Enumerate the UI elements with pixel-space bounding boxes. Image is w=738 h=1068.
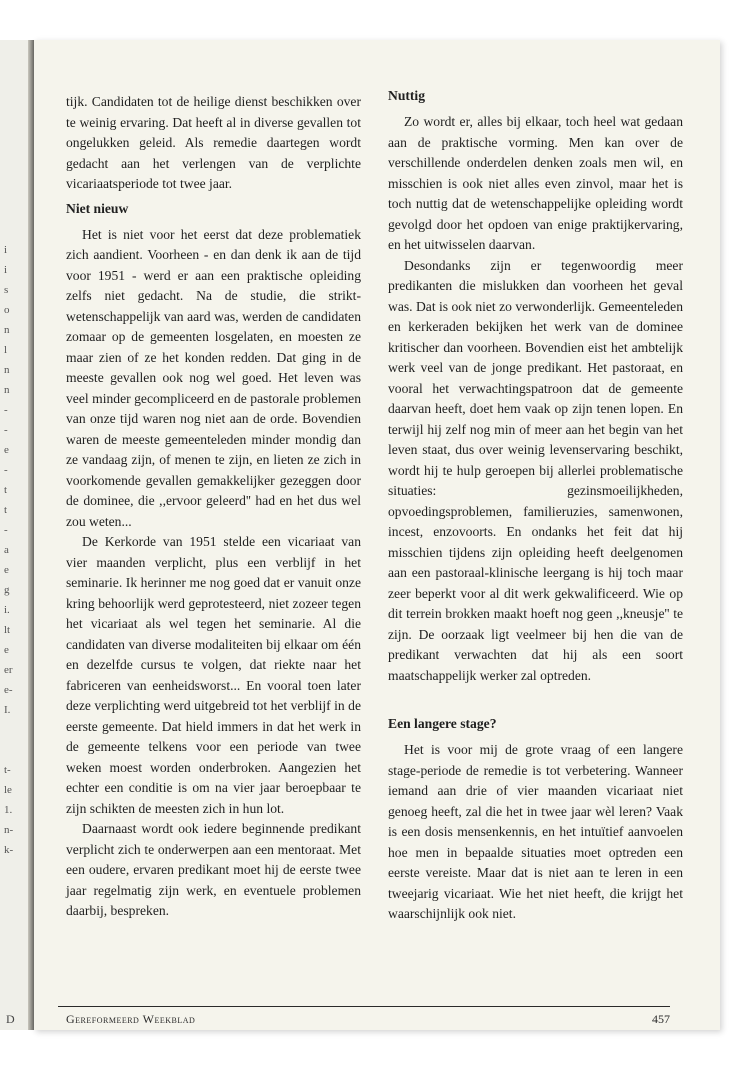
- margin-fragment: s: [4, 284, 9, 296]
- margin-fragment: n: [4, 384, 10, 396]
- paragraph: Desondanks zijn er tegenwoordig meer predikanten die mislukken dan voorheen het geval was. Dat is ook niet zo verwonderlijk. Gemeenteleden en kerkeraden bekijken het werk van de dominee kritischer dan voorheen. Bovendien eist het ambtelijk werk veel van de jonge predikant. Het pastoraat, en vooral het verwachtingspatroon dat de gemeente daarvan heeft, doet hem vaak op zijn tenen lopen. En terwijl hij zelf nog min of meer aan het begin van het leven staat, dus over weinig levenservaring beschikt, wordt hij te hulp geroepen bij allerlei problematische situaties: gezinsmoeilijkheden, opvoedingsproblemen, familieruzies, samenwonen, incest, enzovoorts. En ondanks het feit dat hij misschien tijdens zijn opleiding heeft deelgenomen aan een pastoraal-klinische leergang is hij toch maar zeer beperkt voor al dit werk gekwalificeerd. Wie op dit terrein brokken maakt hoeft nog geen ,,kneusje'' te zijn. De oorzaak ligt veelmeer bij hen die van de predikant verwachten dat hij als een soort maatschappelijk werker zal optreden.: [388, 257, 683, 683]
- margin-fragment: t: [4, 504, 8, 516]
- margin-fragment: n: [4, 364, 10, 376]
- paragraph: Daarnaast wordt ook iedere beginnende predikant verplicht zich te onderwerpen aan een mentoraat. Met een oudere, ervaren predikant moet hij de eerste twee jaar regelmatig zijn werk, en eventuele problemen daarbij, bespreken.: [66, 821, 361, 918]
- margin-fragment: e: [4, 444, 9, 456]
- section-heading: Nuttig: [388, 88, 426, 103]
- margin-fragment: i: [4, 264, 8, 276]
- footer-divider: [58, 1006, 670, 1007]
- margin-fragment: t-: [4, 764, 11, 776]
- margin-fragment: [4, 740, 24, 760]
- section-heading: Niet nieuw: [66, 200, 129, 216]
- margin-fragment: i: [4, 244, 8, 256]
- section-heading: Een langere stage?: [388, 716, 497, 731]
- right-column: [388, 88, 683, 925]
- margin-fragment: -: [4, 464, 8, 476]
- margin-fragment: -: [4, 524, 8, 536]
- margin-fragment: -: [4, 424, 8, 436]
- margin-fragment: lt: [4, 624, 11, 636]
- margin-fragment: le: [4, 784, 12, 796]
- previous-page-edge: [0, 40, 30, 1030]
- margin-fragment: e: [4, 564, 9, 576]
- paragraph: Zo wordt er, alles bij elkaar, toch heel wat gedaan aan de praktische vorming. Men kan over de verschillende onderdelen denken zoals men wil, en misschien is ook niet alles even zinvol, maar het is toch nuttig dat de wetenschappelijke opleiding wordt gevolgd door het opdoen van enige praktijkervaring, en het uitwisselen daarvan.: [388, 114, 683, 252]
- page-number: 457: [652, 1012, 670, 1026]
- previous-page-footer-fragment: D: [6, 1012, 15, 1026]
- margin-fragment: e: [4, 644, 9, 656]
- paragraph: Het is niet voor het eerst dat deze problematiek zich aandient. Voorheen - en dan denk ik aan de tijd voor 1951 - werd er aan een praktische opleiding zelfs niet gedacht. Na de studie, die strikt-wetenschappelijk van aard was, werden de candidaten zomaar op de gemeenten losgelaten, en moesten ze maar zien of ze het konden redden. Dat ging in de meeste gevallen ook nog wel goed. Het leven was veel minder gecompliceerd en de pastorale problemen van onze tijd waren nog niet aan de orde. Bovendien waren de meeste gemeenteleden minder mondig dan ze vandaag zijn, of menen te zijn, en lieten ze zich in voorkomende gevallen gemakkelijker gezeggen door de dominee, die ,,ervoor geleerd'' had en het dus wel zou weten...: [66, 226, 361, 529]
- paragraph: Het is voor mij de grote vraag of een langere stage-periode de remedie is tot verbetering. Wanneer iemand aan drie of vier maanden vicariaat niet genoeg heeft, zal die het in twee jaar wèl leren? Vaak is een dosis mensenkennis, en het intuïtief aanvoelen hoe men in bepaalde situaties moet optreden een eerste vereiste. Maar dat is niet aan te leren in een tweejarig vicariaat. Wie het niet heeft, die krijgt het waarschijnlijk ook niet.: [388, 742, 683, 921]
- paragraph: De Kerkorde van 1951 stelde een vicariaat van vier maanden verplicht, plus een verblijf in het seminarie. Ik herinner me nog goed dat er vanuit onze kring behoorlijk werd geprotesteerd, niet zozeer tegen het vicariaat als wel tegen het seminarie. Al die candidaten van diverse modaliteiten bij elkaar om één en dezelfde cursus te volgen, dat riekte naar het fabriceren van eenheidsworst... En vooral toen later deze verplichting werd uitgebreid tot het verblijf in de eerste gemeente. Dat hield immers in dat het werk in de gemeente telkens voor een periode van twee weken moest worden onderbroken. Aangezien het echter een conditie is om na vier jaar beroepbaar te zijn schikten de meesten zich in hun lot.: [66, 534, 361, 816]
- margin-fragment: e-: [4, 684, 13, 696]
- margin-fragment: k-: [4, 844, 14, 856]
- margin-fragment: [4, 720, 24, 740]
- margin-fragment: n: [4, 324, 10, 336]
- margin-fragment: n-: [4, 824, 14, 836]
- margin-fragment: t: [4, 484, 8, 496]
- margin-fragment: a: [4, 544, 9, 556]
- margin-fragment: o: [4, 304, 10, 316]
- paragraph: tijk. Candidaten tot de heilige dienst beschikken over te weinig ervaring. Dat heeft al in diverse gevallen tot ongelukken geleid. Als remedie daartegen wordt gedacht aan het verlengen van de verplichte vicariaatsperiode tot twee jaar.: [66, 94, 361, 191]
- left-column: [66, 92, 361, 922]
- margin-fragment: -: [4, 404, 8, 416]
- margin-fragment: I.: [4, 704, 11, 716]
- margin-fragment: i.: [4, 604, 10, 616]
- margin-fragment: er: [4, 664, 13, 676]
- margin-fragment: g: [4, 584, 10, 596]
- previous-page-text-fragments: [4, 240, 24, 860]
- margin-fragment: 1.: [4, 804, 13, 816]
- margin-fragment: l: [4, 344, 8, 356]
- publication-name: Gereformeerd Weekblad: [66, 1012, 196, 1026]
